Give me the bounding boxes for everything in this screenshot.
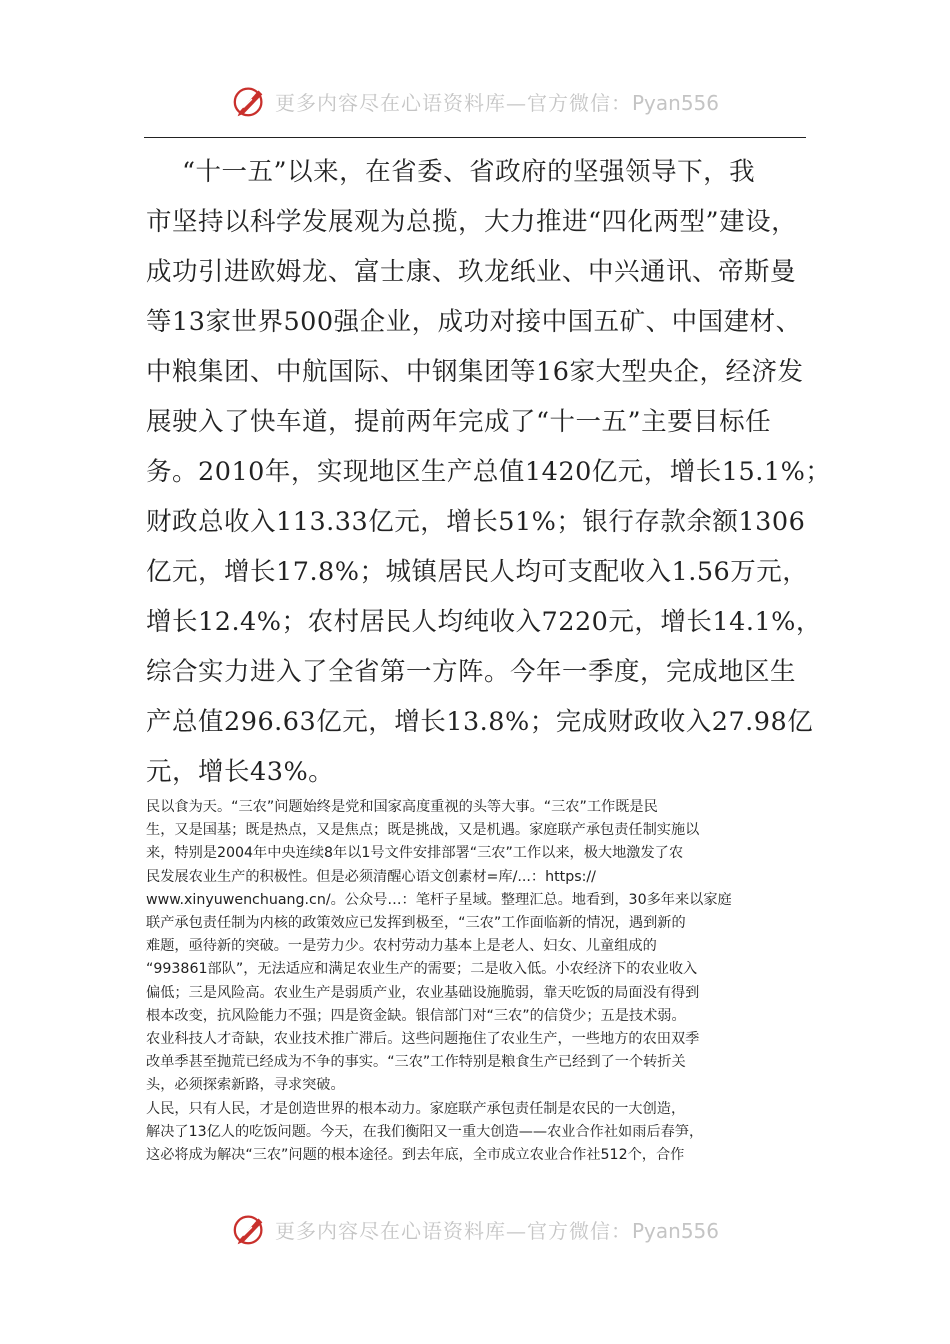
text-line: 中粮集团、中航国际、中钢集团等16家大型央企，经济发	[146, 357, 804, 387]
text-line: 产总值296.63亿元，增长13.8%；完成财政收入27.98亿	[146, 707, 814, 737]
text-line: 元，增长43%。	[146, 757, 335, 787]
text-line: 民发展农业生产的积极性。但是必须清醒心语文创素材=库/...：https://	[146, 868, 596, 885]
watermark-text: 更多内容尽在心语资料库—官方微信：Pyan556	[274, 90, 719, 115]
text-line: 来，特别是2004年中央连续8年以1号文件安排部署“三农”工作以来，极大地激发了农	[146, 845, 684, 862]
text-line: “993861部队”，无法适应和满足农业生产的需要；二是收入低。小农经济下的农业收入	[146, 961, 698, 978]
text-line: 偏低；三是风险高。农业生产是弱质产业，农业基础设施脆弱，靠天吃饭的局面没有得到	[146, 984, 700, 1001]
text-line: 农业科技人才奇缺，农业技术推广滞后。这些问题拖住了农业生产，一些地方的农田双季	[146, 1031, 700, 1048]
text-line: 综合实力进入了全省第一方阵。今年一季度，完成地区生	[146, 657, 797, 687]
text-line: “十一五”以来，在省委、省政府的坚强领导下，我	[182, 157, 756, 187]
text-line: 民以食为天。“三农”问题始终是党和国家高度重视的头等大事。“三农”工作既是民	[146, 799, 658, 815]
text-line: 市坚持以科学发展观为总揽，大力推进“四化两型”建设，	[146, 207, 798, 237]
text-line: 人民，只有人民，才是创造世界的根本动力。家庭联产承包责任制是农民的一大创造，	[146, 1100, 686, 1117]
article-small-paragraphs	[146, 796, 816, 1167]
text-line: 改单季甚至抛荒已经成为不争的事实。“三农”工作特别是粮食生产已经到了一个转折关	[146, 1054, 686, 1071]
pen-logo-icon	[231, 1210, 269, 1248]
text-line: 等13家世界500强企业，成功对接中国五矿、中国建材、	[146, 307, 802, 337]
text-line: 增长12.4%；农村居民人均纯收入7220元，增长14.1%，	[146, 607, 822, 637]
text-line: 根本改变，抗风险能力不强；四是资金缺。银信部门对“三农”的信贷少；五是技术弱。	[146, 1007, 686, 1024]
watermark-text: 更多内容尽在心语资料库—官方微信：Pyan556	[274, 1218, 719, 1243]
pen-logo-icon	[231, 82, 269, 120]
text-line: 务。2010年，实现地区生产总值1420亿元，增长15.1%；	[146, 457, 832, 487]
text-line: 财政总收入113.33亿元，增长51%；银行存款余额1306	[146, 507, 806, 537]
text-line: 成功引进欧姆龙、富士康、玖龙纸业、中兴通讯、帝斯曼	[146, 257, 797, 287]
text-line: 这必将成为解决“三农”问题的根本途径。到去年底，全市成立农业合作社512个，合作	[146, 1147, 685, 1164]
text-line: 生，又是国基；既是热点，又是焦点；既是挑战，又是机遇。家庭联产承包责任制实施以	[146, 822, 700, 839]
text-line: 亿元，增长17.8%；城镇居民人均可支配收入1.56万元，	[146, 557, 809, 587]
footer-watermark	[0, 1204, 950, 1254]
text-line: 难题，亟待新的突破。一是劳力少。农村劳动力基本上是老人、妇女、儿童组成的	[146, 938, 657, 955]
text-line: 联产承包责任制为内核的政策效应已发挥到极至，“三农”工作面临新的情况，遇到新的	[146, 915, 686, 932]
header-watermark	[0, 76, 950, 126]
text-line: 头，必须探索新路，寻求突破。	[146, 1077, 345, 1094]
header-divider	[144, 137, 806, 138]
text-line: www.xinyuwenchuang.cn/。公众号…：笔杆子星域。整理汇总。地看到，30多年来以家庭	[146, 891, 732, 908]
text-line: 展驶入了快车道，提前两年完成了“十一五”主要目标任	[146, 407, 772, 437]
article-large-paragraph	[146, 147, 832, 797]
text-line: 解决了13亿人的吃饭问题。今天，在我们衡阳又一重大创造——农业合作社如雨后春笋，	[146, 1123, 704, 1140]
